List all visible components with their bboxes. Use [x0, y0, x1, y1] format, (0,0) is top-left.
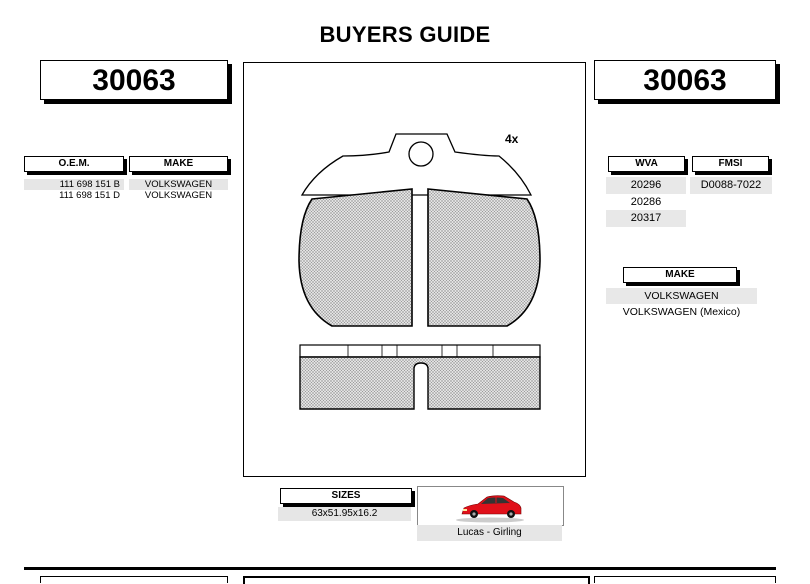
make-right-value-2: VOLKSWAGEN (Mexico): [622, 306, 741, 318]
part-number-left: 30063: [40, 60, 228, 100]
oem-number-2: 111 698 151 D: [59, 190, 120, 201]
make-right-header: MAKE: [623, 267, 737, 283]
next-entry-stub-center: [243, 576, 590, 584]
oem-number-1: 111 698 151 B: [24, 179, 124, 190]
oem-make-1: VOLKSWAGEN: [129, 179, 228, 190]
quantity-label: 4x: [505, 132, 519, 146]
sizes-header: SIZES: [280, 488, 412, 504]
oem-header: O.E.M.: [24, 156, 124, 172]
oem-make-header: MAKE: [129, 156, 228, 172]
mounting-hole: [409, 142, 433, 166]
car-image-frame: [417, 486, 564, 526]
page-title: BUYERS GUIDE: [319, 22, 491, 47]
fmsi-header: FMSI: [692, 156, 769, 172]
side-view-plate: [300, 345, 540, 357]
sizes-value: 63x51.95x16.2: [278, 507, 411, 521]
wva-value-1: 20296: [606, 177, 686, 194]
car-image: [418, 487, 563, 525]
oem-make-2: VOLKSWAGEN: [144, 190, 213, 201]
brand-caption: Lucas - Girling: [417, 525, 562, 541]
brake-pad-diagram: [244, 63, 584, 475]
friction-pad-right: [428, 189, 540, 326]
side-view-pad: [300, 357, 540, 409]
bottom-divider: [24, 567, 776, 570]
brake-pad-diagram-frame: [243, 62, 586, 477]
wva-value-3: 20317: [606, 210, 686, 227]
part-number-right: 30063: [594, 60, 776, 100]
make-right-value-1: VOLKSWAGEN: [606, 288, 757, 304]
fmsi-value-1: D0088-7022: [690, 177, 772, 194]
wva-value-2: 20286: [630, 196, 662, 208]
friction-pad: [299, 189, 412, 326]
wva-header: WVA: [608, 156, 685, 172]
